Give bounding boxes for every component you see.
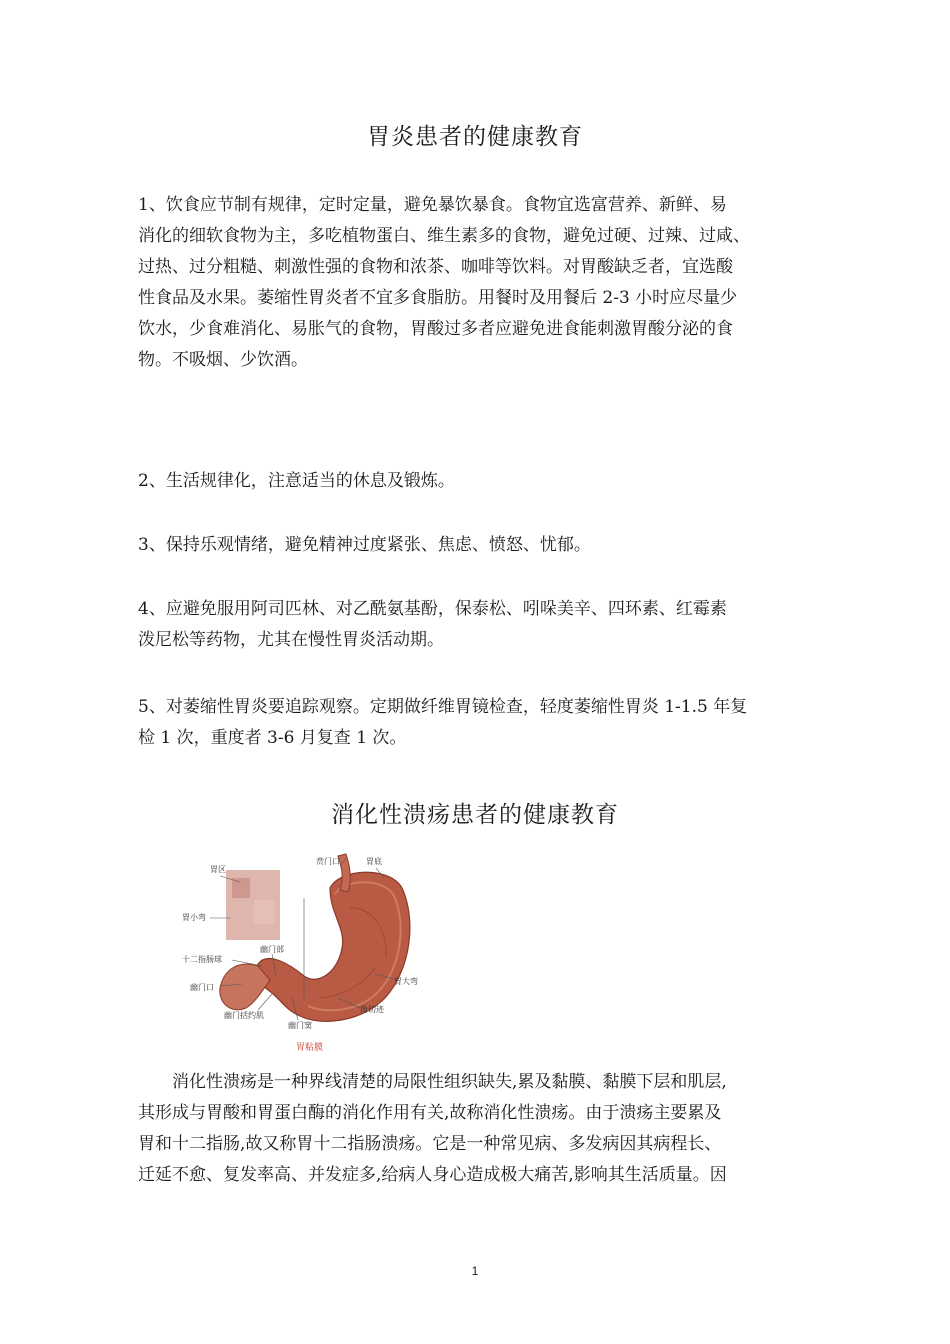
text-line: 性食品及水果。萎缩性胃炎者不宜多食脂肪。用餐时及用餐后 2-3 小时应尽量少 [138,288,738,308]
item-1 [138,190,828,376]
section-title-peptic-ulcer: 消化性溃疡患者的健康教育 [331,802,619,828]
text-line: 泼尼松等药物，尤其在慢性胃炎活动期。 [138,630,444,650]
label-fundus: 胃底 [366,857,382,866]
item-3 [138,530,828,561]
item-2 [138,466,828,497]
figure-caption: 胃粘膜 [296,1043,324,1053]
section-title-gastritis: 胃炎患者的健康教育 [367,124,583,150]
text-line: 过热、过分粗糙、刺激性强的食物和浓茶、咖啡等饮料。对胃酸缺乏者，宜选酸 [138,257,733,277]
label-angular-notch: 角切迹 [360,1005,384,1014]
label-antrum: 幽门窦 [288,1021,312,1030]
text-line: 3、保持乐观情绪，避免精神过度紧张、焦虑、愤怒、忧郁。 [138,535,591,555]
page-number: 1 [471,1264,479,1278]
label-lesser-curvature: 胃小弯 [182,913,206,922]
text-line: 物。不吸烟、少饮酒。 [138,350,308,370]
text-line: 其形成与胃酸和胃蛋白酶的消化作用有关,故称消化性溃疡。由于溃疡主要累及 [138,1103,722,1123]
label-sphincter: 幽门括约肌 [224,1011,264,1020]
stomach-anatomy-figure [180,848,430,1058]
text-line: 2、生活规律化，注意适当的休息及锻炼。 [138,471,455,491]
label-greater-curvature: 胃大弯 [394,977,418,986]
text-line: 1、饮食应节制有规律，定时定量，避免暴饮暴食。食物宜选富营养、新鲜、易 [138,195,727,215]
label-duodenal-bulb: 十二指肠球 [182,955,222,964]
text-line: 饮水，少食难消化、易胀气的食物，胃酸过多者应避免进食能刺激胃酸分泌的食 [138,319,733,339]
text-line: 迁延不愈、复发率高、并发症多,给病人身心造成极大痛苦,影响其生活质量。因 [138,1165,727,1185]
text-line: 消化性溃疡是一种界线清楚的局限性组织缺失,累及黏膜、黏膜下层和肌层, [138,1072,727,1092]
text-line: 胃和十二指肠,故又称胃十二指肠溃疡。它是一种常见病、多发病因其病程长、 [138,1134,722,1154]
label-cardia: 贲门口 [316,857,340,866]
text-line: 5、对萎缩性胃炎要追踪观察。定期做纤维胃镜检查，轻度萎缩性胃炎 1-1.5 年复 [138,697,748,717]
label-pylorus: 幽门口 [190,983,214,992]
text-line: 4、应避免服用阿司匹林、对乙酰氨基酚，保泰松、吲哚美辛、四环素、红霉素 [138,599,727,619]
label-fundus-region: 胃区 [210,865,226,874]
text-line: 消化的细软食物为主，多吃植物蛋白、维生素多的食物，避免过硬、过辣、过咸、 [138,226,750,246]
label-pyloric-canal: 幽门部 [260,945,284,954]
text-line: 检 1 次，重度者 3-6 月复查 1 次。 [138,728,407,748]
item-5 [138,692,828,754]
item-4 [138,594,828,656]
peptic-ulcer-paragraph [138,1067,828,1191]
